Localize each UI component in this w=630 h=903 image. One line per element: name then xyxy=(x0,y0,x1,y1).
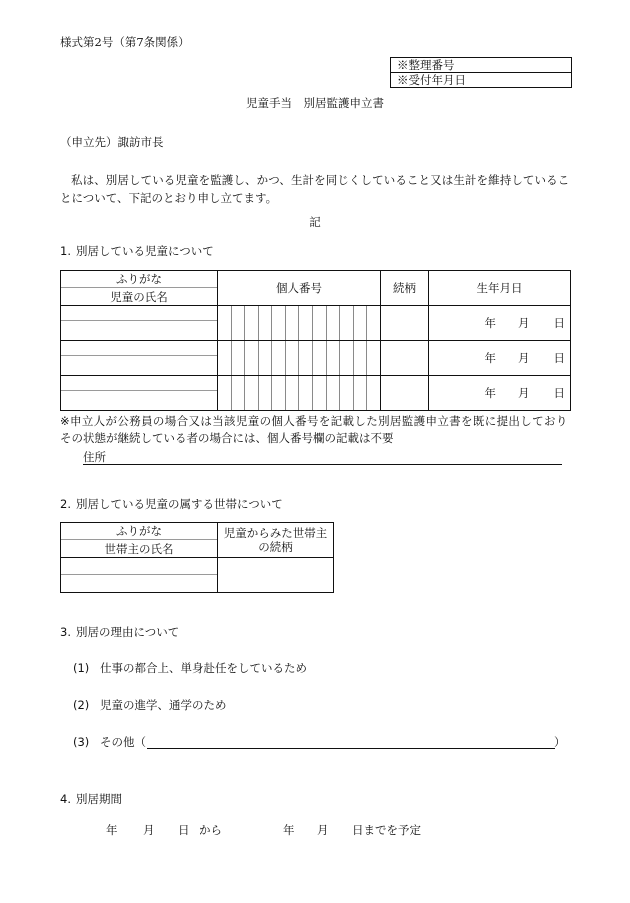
individual-number-field xyxy=(218,376,381,411)
household-table xyxy=(60,522,334,593)
children-table xyxy=(60,270,571,411)
individual-number-digit-box xyxy=(353,376,367,410)
section-3-title: 別居の理由について xyxy=(76,625,180,639)
section-3-heading xyxy=(60,625,179,639)
header-household-relationship-line-2: の続柄 xyxy=(258,540,293,554)
reason-item xyxy=(73,698,227,712)
individual-number-digit-box xyxy=(312,376,326,410)
header-furigana: ふりがな xyxy=(116,272,162,286)
individual-number-digit-box xyxy=(326,341,340,375)
section-2-heading xyxy=(60,497,283,511)
section-1-title: 別居している児童について xyxy=(76,244,214,258)
period-from-label: から xyxy=(199,823,222,837)
section-2-title: 別居している児童の属する世帯について xyxy=(76,497,283,511)
header-household-relationship xyxy=(218,523,334,558)
header-household-relationship-line-1: 児童からみた世帯主 xyxy=(223,526,328,540)
household-name-cell xyxy=(61,558,218,593)
individual-number-digit-box xyxy=(258,341,272,375)
child-furigana-field xyxy=(61,306,217,320)
individual-number-digit-box xyxy=(231,341,245,375)
individual-number-digit-box xyxy=(366,341,380,375)
individual-number-digit-box xyxy=(326,376,340,410)
other-close-paren: ） xyxy=(554,735,566,749)
reason-number: (1) xyxy=(73,661,90,675)
individual-number-digit-box xyxy=(339,341,353,375)
section-4-number: 4. xyxy=(60,792,71,806)
birth-date-field xyxy=(429,341,571,376)
section-4-title: 別居期間 xyxy=(76,792,122,806)
birth-year-unit: 年 xyxy=(484,386,496,400)
individual-number-digit-box xyxy=(244,306,258,340)
individual-number-digit-box xyxy=(258,306,272,340)
section-3-number: 3. xyxy=(60,625,71,639)
individual-number-field xyxy=(218,306,381,341)
individual-number-digit-box xyxy=(231,376,245,410)
reason-item xyxy=(73,661,307,675)
ki-marker: 記 xyxy=(309,215,321,229)
reason-text: その他 xyxy=(100,735,135,749)
household-furigana-field xyxy=(61,558,217,574)
individual-number-digit-box xyxy=(339,306,353,340)
relationship-field xyxy=(381,306,429,341)
form-number: 様式第2号（第7条関係） xyxy=(60,35,190,49)
header-household-head-name: 世帯主の氏名 xyxy=(61,539,217,557)
individual-number-digit-box xyxy=(298,341,312,375)
birth-day-unit: 日 xyxy=(553,386,565,400)
individual-number-digit-box xyxy=(339,376,353,410)
individual-number-digit-box xyxy=(285,376,299,410)
start-month-unit: 月 xyxy=(143,823,155,837)
section-1-number: 1. xyxy=(60,244,71,258)
individual-number-digit-box xyxy=(271,341,285,375)
individual-number-digit-box xyxy=(312,306,326,340)
household-head-name-field xyxy=(61,574,217,592)
birth-month-unit: 月 xyxy=(518,351,530,365)
child-name-cell xyxy=(61,341,218,376)
individual-number-digit-box xyxy=(353,306,367,340)
header-birth-date: 生年月日 xyxy=(429,271,571,306)
header-name-cell xyxy=(61,271,218,306)
individual-number-digit-box xyxy=(298,306,312,340)
received-date-label: ※受付年月日 xyxy=(391,72,571,87)
end-year-unit: 年 xyxy=(283,823,295,837)
header-relationship: 続柄 xyxy=(381,271,429,306)
individual-number-digit-box xyxy=(366,376,380,410)
separation-period xyxy=(0,823,630,837)
section-4-heading xyxy=(60,792,122,806)
birth-year-unit: 年 xyxy=(484,351,496,365)
document-title: 児童手当 別居監護申立書 xyxy=(246,96,384,110)
birth-date-field xyxy=(429,306,571,341)
child-furigana-field xyxy=(61,376,217,390)
child-name-field xyxy=(61,320,217,340)
birth-date-field xyxy=(429,376,571,411)
individual-number-digit-box xyxy=(312,341,326,375)
individual-number-digit-box xyxy=(258,376,272,410)
birth-month-unit: 月 xyxy=(518,386,530,400)
relationship-field xyxy=(381,341,429,376)
birth-day-unit: 日 xyxy=(553,316,565,330)
header-furigana: ふりがな xyxy=(116,524,162,538)
section-1-heading xyxy=(60,244,214,258)
other-open-paren: （ xyxy=(134,735,146,749)
reason-item-other xyxy=(73,735,146,749)
individual-number-digit-box xyxy=(271,376,285,410)
address-label: 住所 xyxy=(83,450,106,464)
child-name-cell xyxy=(61,306,218,341)
remark-line-2: その状態が継続している者の場合には、個人番号欄の記載は不要 xyxy=(60,431,394,445)
reason-text: 児童の進学、通学のため xyxy=(100,698,227,712)
other-reason-fill-line xyxy=(147,748,555,749)
individual-number-digit-box xyxy=(353,341,367,375)
individual-number-digit-box xyxy=(244,376,258,410)
header-child-name: 児童の氏名 xyxy=(61,287,217,305)
remark-line-1: ※申立人が公務員の場合又は当該児童の個人番号を記載した別居監護申立書を既に提出しており xyxy=(60,414,568,428)
child-furigana-field xyxy=(61,341,217,355)
birth-month-unit: 月 xyxy=(518,316,530,330)
individual-number-digit-box xyxy=(244,341,258,375)
reason-number: (2) xyxy=(73,698,90,712)
section-2-number: 2. xyxy=(60,497,71,511)
end-month-unit: 月 xyxy=(317,823,329,837)
birth-day-unit: 日 xyxy=(553,351,565,365)
child-name-field xyxy=(61,390,217,410)
individual-number-digit-box xyxy=(366,306,380,340)
individual-number-digit-box xyxy=(218,341,231,375)
address-field xyxy=(83,451,562,465)
addressee: （申立先）諏訪市長 xyxy=(60,135,164,149)
individual-number-field xyxy=(218,341,381,376)
declaration-line-2: とについて、下記のとおり申し立てます。 xyxy=(60,191,278,205)
relationship-field xyxy=(381,376,429,411)
child-name-field xyxy=(61,355,217,375)
individual-number-digit-box xyxy=(298,376,312,410)
start-day-unit: 日 xyxy=(178,823,190,837)
reference-number-label: ※整理番号 xyxy=(397,58,455,72)
child-name-cell xyxy=(61,376,218,411)
individual-number-digit-box xyxy=(326,306,340,340)
individual-number-digit-box xyxy=(218,306,231,340)
individual-number-digit-box xyxy=(285,306,299,340)
individual-number-digit-box xyxy=(218,376,231,410)
individual-number-digit-box xyxy=(285,341,299,375)
individual-number-digit-box xyxy=(231,306,245,340)
household-relationship-field xyxy=(218,558,334,593)
start-year-unit: 年 xyxy=(106,823,118,837)
birth-year-unit: 年 xyxy=(484,316,496,330)
declaration-line-1: 私は、別居している児童を監護し、かつ、生計を同じくしていること又は生計を維持しているこ xyxy=(71,173,570,187)
end-day-label: 日までを予定 xyxy=(352,823,421,837)
header-individual-number: 個人番号 xyxy=(218,271,381,306)
office-use-box xyxy=(390,57,572,88)
header-household-name-cell xyxy=(61,523,218,558)
individual-number-digit-box xyxy=(271,306,285,340)
reason-text: 仕事の都合上、単身赴任をしているため xyxy=(100,661,307,675)
reason-number: (3) xyxy=(73,735,90,749)
